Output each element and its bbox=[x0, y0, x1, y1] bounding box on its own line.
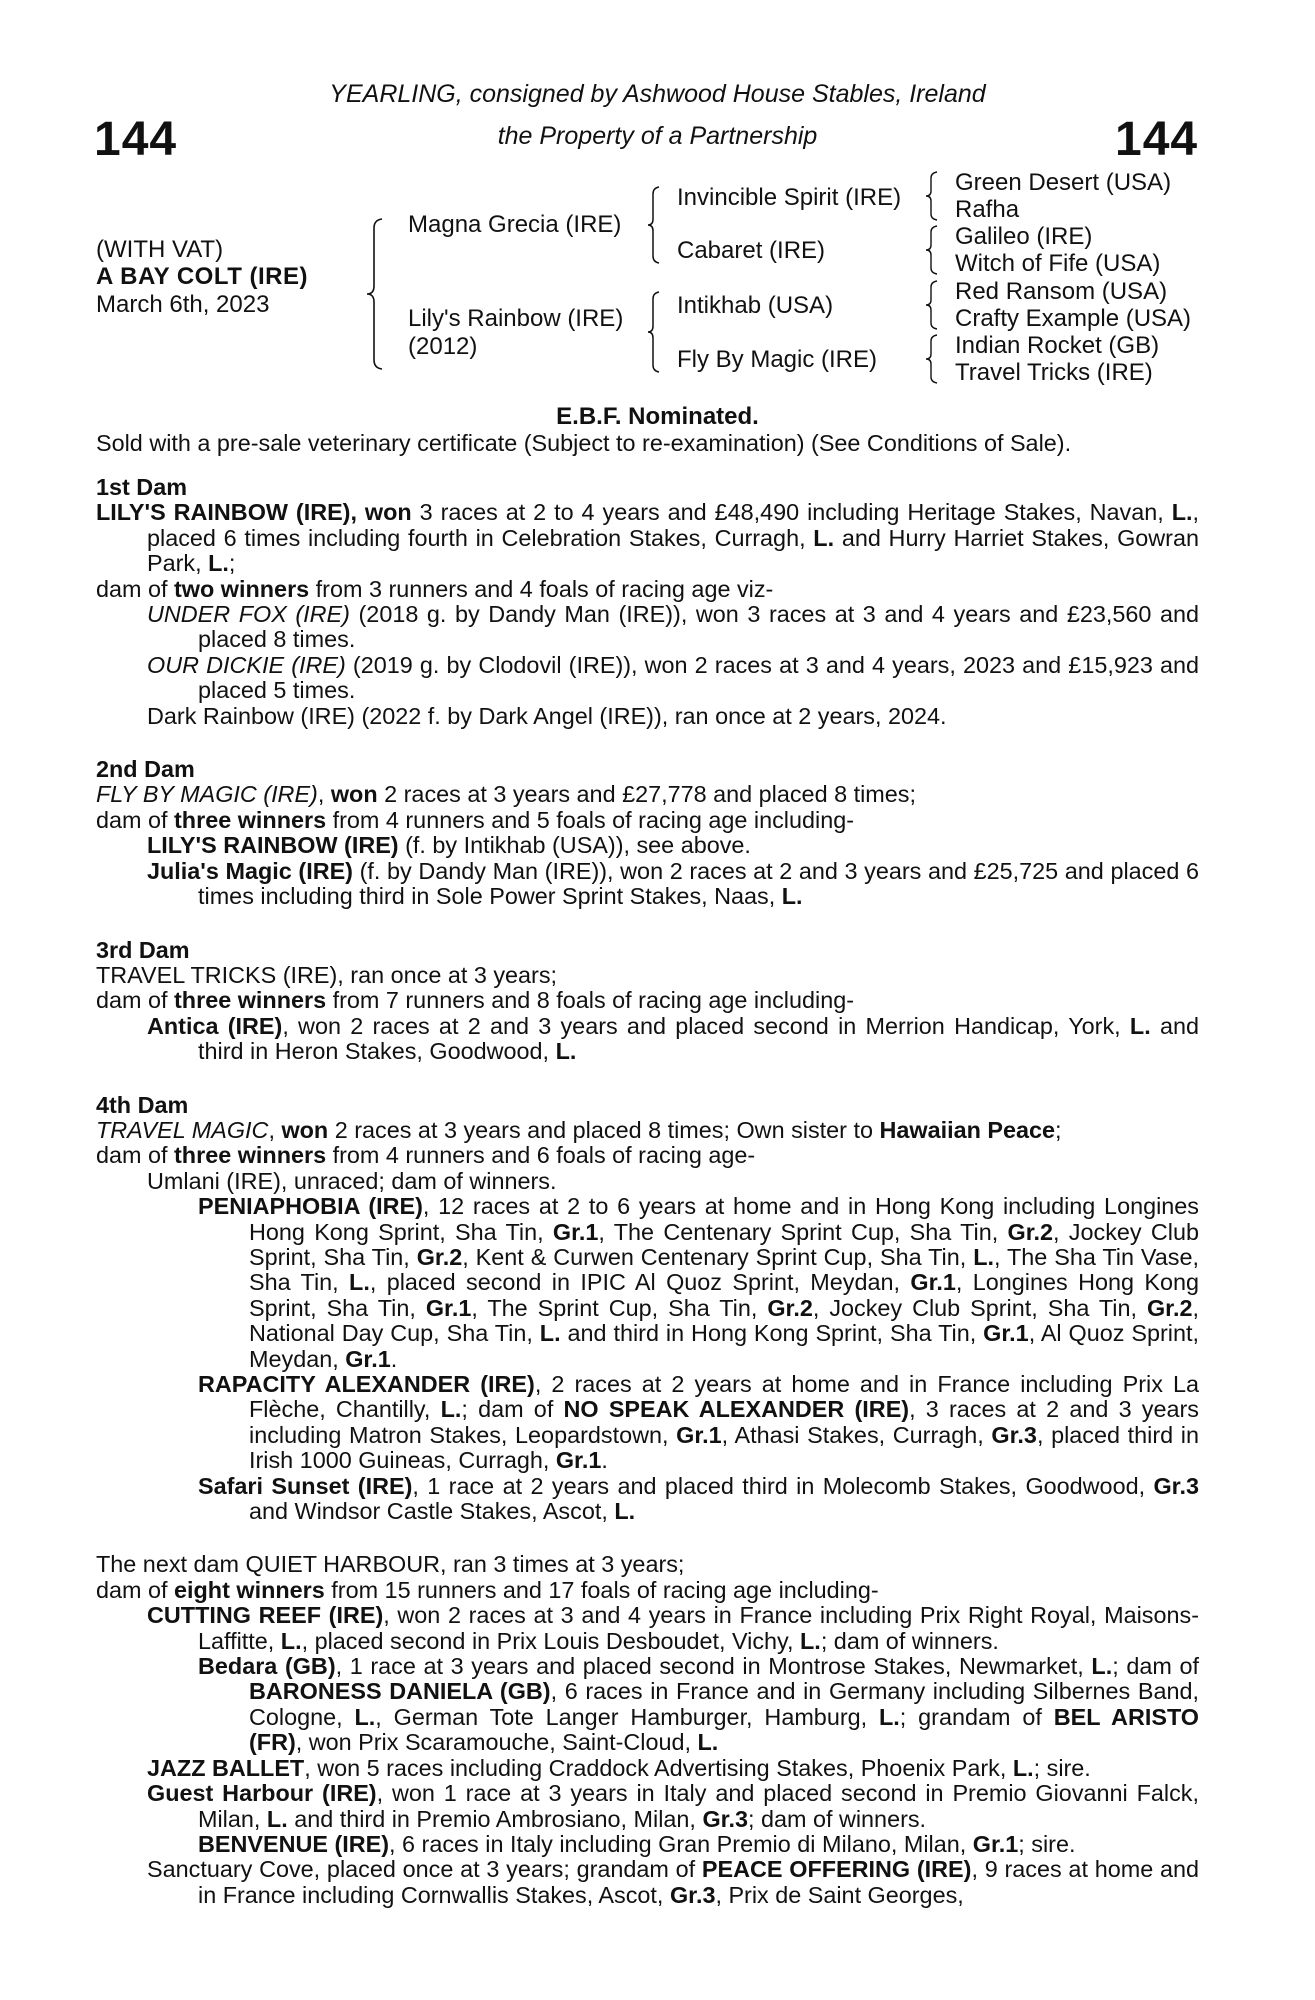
pedigree-dam-year: (2012) bbox=[408, 333, 478, 360]
pedigree-sire-dam: Cabaret (IRE) bbox=[677, 237, 826, 264]
produce-item: JAZZ BALLET, won 5 races including Craddock Advertising Stakes, Phoenix Park, L.; sire. bbox=[147, 1754, 1091, 1781]
produce-item: Umlani (IRE), unraced; dam of winners. bbox=[147, 1167, 557, 1194]
fourth-dam-record: TRAVEL MAGIC, won 2 races at 3 years and placed 8 times; Own sister to Hawaiian Peace; bbox=[96, 1116, 1062, 1143]
consignor-line: YEARLING, consigned by Ashwood House Stables, Ireland bbox=[329, 80, 986, 108]
lot-number-right: 144 bbox=[1115, 113, 1199, 166]
produce-item: Guest Harbour (IRE), won 1 race at 3 years in Italy and placed second in Premio Giovanni Falck, Milan, L. and third in Premio Ambrosiano, Milan, Gr.3; dam of winners. bbox=[147, 1780, 1200, 1832]
pedigree-dam: Lily's Rainbow (IRE) bbox=[408, 305, 624, 332]
vat-note: (WITH VAT) bbox=[96, 236, 224, 263]
ebf-nominated: E.B.F. Nominated. bbox=[556, 403, 759, 430]
pedigree-brace-sire bbox=[647, 186, 661, 264]
fourth-dam-heading: 4th Dam bbox=[96, 1091, 189, 1118]
pedigree-sdd: Witch of Fife (USA) bbox=[955, 250, 1161, 277]
produce-item: UNDER FOX (IRE) (2018 g. by Dandy Man (IRE)), won 3 races at 3 and 4 years and £23,560 and placed 8 times. bbox=[147, 601, 1199, 653]
pedigree-brace-ss bbox=[925, 171, 939, 221]
produce-item: OUR DICKIE (IRE) (2019 g. by Clodovil (IRE)), won 2 races at 3 and 4 years, 2023 and £15,923 and placed 5 times. bbox=[147, 651, 1200, 704]
pedigree-dss: Red Ransom (USA) bbox=[955, 278, 1168, 305]
pedigree-dam-sire: Intikhab (USA) bbox=[677, 292, 834, 319]
pedigree-sds: Galileo (IRE) bbox=[955, 223, 1093, 250]
produce-item: Dark Rainbow (IRE) (2022 f. by Dark Angel (IRE)), ran once at 2 years, 2024. bbox=[147, 702, 947, 729]
first-dam-heading: 1st Dam bbox=[96, 474, 188, 500]
lot-title: A BAY COLT (IRE) bbox=[96, 263, 309, 290]
produce-item: BENVENUE (IRE), 6 races in Italy including Gran Premio di Milano, Milan, Gr.1; sire. bbox=[198, 1830, 1076, 1857]
first-dam-produce-summary: dam of two winners from 3 runners and 4 foals of racing age viz- bbox=[96, 575, 774, 602]
third-dam-produce-summary: dam of three winners from 7 runners and 8 foals of racing age including- bbox=[96, 987, 854, 1014]
fourth-dam-produce-summary: dam of three winners from 4 runners and 6 foals of racing age- bbox=[96, 1142, 756, 1169]
produce-item: Bedara (GB), 1 race at 3 years and placed second in Montrose Stakes, Newmarket, L.; dam of BARONESS DANIELA (GB), 6 races in France and in Germany including Silbernes Band, Cologne, L., German Tote Langer Hamburger, Hamburg, L.; grandam of BEL ARISTO (FR), won Prix Scaramouche, Saint-Cloud, L. bbox=[198, 1653, 1199, 1756]
produce-item: Julia's Magic (IRE) (f. by Dandy Man (IRE)), won 2 races at 2 and 3 years and £25,725 and placed 6 times including third in Sole Power Sprint Stakes, Naas, L. bbox=[147, 857, 1199, 910]
pedigree-dds: Indian Rocket (GB) bbox=[955, 332, 1160, 359]
catalogue-body bbox=[96, 475, 1199, 1908]
pedigree-sire-sire: Invincible Spirit (IRE) bbox=[677, 184, 902, 211]
next-dam-record: The next dam QUIET HARBOUR, ran 3 times at 3 years; bbox=[96, 1551, 685, 1578]
first-dam-record: LILY'S RAINBOW (IRE), won 3 races at 2 to 4 years and £48,490 including Heritage Stakes, Navan, L., placed 6 times including fourth in Celebration Stakes, Curragh, L. and Hurry Harriet Stakes, Gowran Park, L.; bbox=[96, 499, 1199, 577]
foaling-date: March 6th, 2023 bbox=[96, 291, 270, 318]
produce-item: LILY'S RAINBOW (IRE) (f. by Intikhab (USA)), see above. bbox=[147, 832, 751, 859]
pedigree-brace-ds bbox=[925, 280, 939, 330]
pedigree-brace-dd bbox=[925, 334, 939, 384]
pedigree-brace-gen1 bbox=[366, 218, 384, 370]
produce-item: PENIAPHOBIA (IRE), 12 races at 2 to 6 years at home and in Hong Kong including Longines Hong Kong Sprint, Sha Tin, Gr.1, The Centenary Sprint Cup, Sha Tin, Gr.2, Jockey Club Sprint, Sha Tin, Gr.2, Kent & Curwen Centenary Sprint Cup, Sha Tin, L., The Sha Tin Vase, Sha Tin, L., placed second in IPIC Al Quoz Sprint, Meydan, Gr.1, Longines Hong Kong Sprint, Sha Tin, Gr.1, The Sprint Cup, Sha Tin, Gr.2, Jockey Club Sprint, Sha Tin, Gr.2, National Day Cup, Sha Tin, L. and third in Hong Kong Sprint, Sha Tin, Gr.1, Al Quoz Sprint, Meydan, Gr.1. bbox=[198, 1193, 1200, 1372]
second-dam-record: FLY BY MAGIC (IRE), won 2 races at 3 years and £27,778 and placed 8 times; bbox=[96, 781, 916, 808]
third-dam-record: TRAVEL TRICKS (IRE), ran once at 3 years; bbox=[96, 961, 558, 988]
pedigree-ddd: Travel Tricks (IRE) bbox=[955, 359, 1153, 386]
vet-certificate-note: Sold with a pre-sale veterinary certificate (Subject to re-examination) (See Conditions of Sale). bbox=[96, 430, 1072, 456]
first-dam-name: LILY'S RAINBOW (IRE) bbox=[96, 499, 351, 526]
produce-item: Safari Sunset (IRE), 1 race at 2 years and placed third in Molecomb Stakes, Goodwood, Gr.3 and Windsor Castle Stakes, Ascot, L. bbox=[198, 1472, 1199, 1525]
lot-number-left: 144 bbox=[94, 113, 178, 166]
pedigree-ssd: Rafha bbox=[955, 196, 1020, 223]
pedigree-brace-dam bbox=[647, 291, 661, 373]
produce-item: CUTTING REEF (IRE), won 2 races at 3 and 4 years in France including Prix Right Royal, Maisons-Laffitte, L., placed second in Prix Louis Desboudet, Vichy, L.; dam of winners. bbox=[147, 1602, 1199, 1654]
second-dam-heading: 2nd Dam bbox=[96, 756, 195, 783]
pedigree-sire: Magna Grecia (IRE) bbox=[408, 211, 622, 238]
property-line: the Property of a Partnership bbox=[497, 122, 818, 150]
pedigree-dam-dam: Fly By Magic (IRE) bbox=[677, 346, 878, 373]
produce-item: Sanctuary Cove, placed once at 3 years; grandam of PEACE OFFERING (IRE), 9 races at home and in France including Cornwallis Stakes, Ascot, Gr.3, Prix de Saint Georges, bbox=[147, 1856, 1199, 1908]
pedigree-brace-sd bbox=[925, 225, 939, 275]
produce-item: Antica (IRE), won 2 races at 2 and 3 years and placed second in Merrion Handicap, York, L. and third in Heron Stakes, Goodwood, L. bbox=[147, 1012, 1199, 1065]
pedigree-dsd: Crafty Example (USA) bbox=[955, 305, 1192, 332]
next-dam-produce-summary: dam of eight winners from 15 runners and 17 foals of racing age including- bbox=[96, 1576, 879, 1603]
produce-item: RAPACITY ALEXANDER (IRE), 2 races at 2 years at home and in France including Prix La Flèche, Chantilly, L.; dam of NO SPEAK ALEXANDER (IRE), 3 races at 2 and 3 years including Matron Stakes, Leopardstown, Gr.1, Athasi Stakes, Curragh, Gr.3, placed third in Irish 1000 Guineas, Curragh, Gr.1. bbox=[198, 1371, 1199, 1474]
third-dam-heading: 3rd Dam bbox=[96, 936, 190, 963]
pedigree-sss: Green Desert (USA) bbox=[955, 169, 1172, 196]
second-dam-produce-summary: dam of three winners from 4 runners and 5 foals of racing age including- bbox=[96, 806, 854, 833]
